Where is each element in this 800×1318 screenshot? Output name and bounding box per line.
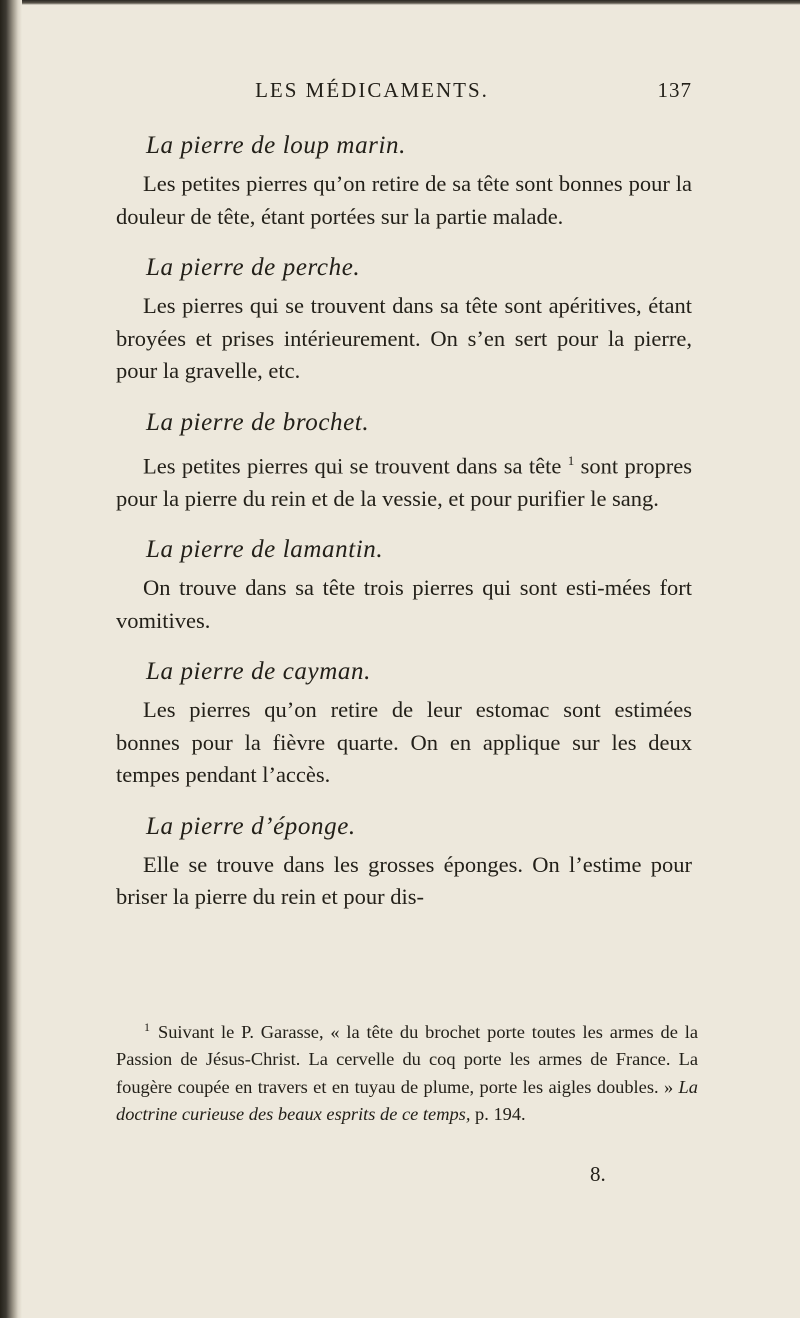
footnote-text: Suivant le P. Garasse, « la tête du brochet porte toutes les armes de la Passion de Jésus-Christ. La cervelle du coq porte les armes de France. La fougère coupée en travers et en tuyau de plume, porte les aigles doubles. » — [116, 1022, 698, 1097]
signature-mark: 8. — [590, 1162, 606, 1186]
section-text-lamantin: On trouve dans sa tête trois pierres qui sont esti-mées fort vomitives. — [116, 575, 692, 633]
section-heading-cayman: La pierre de cayman. — [146, 658, 371, 685]
running-title: LES MÉDICAMENTS. — [255, 78, 489, 102]
page-body — [116, 124, 692, 927]
section-text-loup-marin: Les petites pierres qu’on retire de sa tête sont bonnes pour la douleur de tête, étant portées sur la partie malade. — [116, 171, 692, 229]
footnote-citation-page: p. 194. — [475, 1103, 526, 1124]
page-top-edge — [0, 0, 800, 5]
section-text-brochet-part2: sont propres pour la pierre du rein et de la vessie, et pour purifier le sang. — [116, 453, 692, 511]
section-text-perche: Les pierres qui se trouvent dans sa tête sont apéritives, étant broyées et prises intérieurement. On s’en sert pour la pierre, pour la gravelle, etc. — [116, 293, 692, 383]
section-heading-lamantin: La pierre de lamantin. — [146, 536, 384, 563]
section-heading-loup-marin: La pierre de loup marin. — [146, 132, 406, 159]
section-text-eponge: Elle se trouve dans les grosses éponges. On l’estime pour briser la pierre du rein et pour dis- — [116, 851, 692, 909]
binding-shadow — [0, 0, 22, 1318]
section-text-brochet — [116, 445, 692, 516]
section-text-brochet-part1: Les petites pierres qui se trouvent dans sa tête — [143, 453, 562, 478]
page-header — [112, 78, 692, 108]
section-text-cayman: Les pierres qu’on retire de leur estomac sont estimées bonnes pour la fièvre quarte. On en applique sur les deux tempes pendant l’accès. — [116, 697, 692, 787]
footnote-reference: 1 — [567, 452, 575, 468]
footnote-citation-title: La doctrine curieuse des beaux esprits de ce temps, — [116, 1076, 698, 1124]
footnote — [116, 1014, 698, 1128]
section-heading-perche: La pierre de perche. — [146, 254, 361, 281]
section-heading-brochet: La pierre de brochet. — [146, 408, 370, 436]
footnote-marker: 1 — [144, 1020, 150, 1034]
page-number: 137 — [657, 78, 692, 102]
section-heading-eponge: La pierre d’éponge. — [146, 812, 356, 840]
